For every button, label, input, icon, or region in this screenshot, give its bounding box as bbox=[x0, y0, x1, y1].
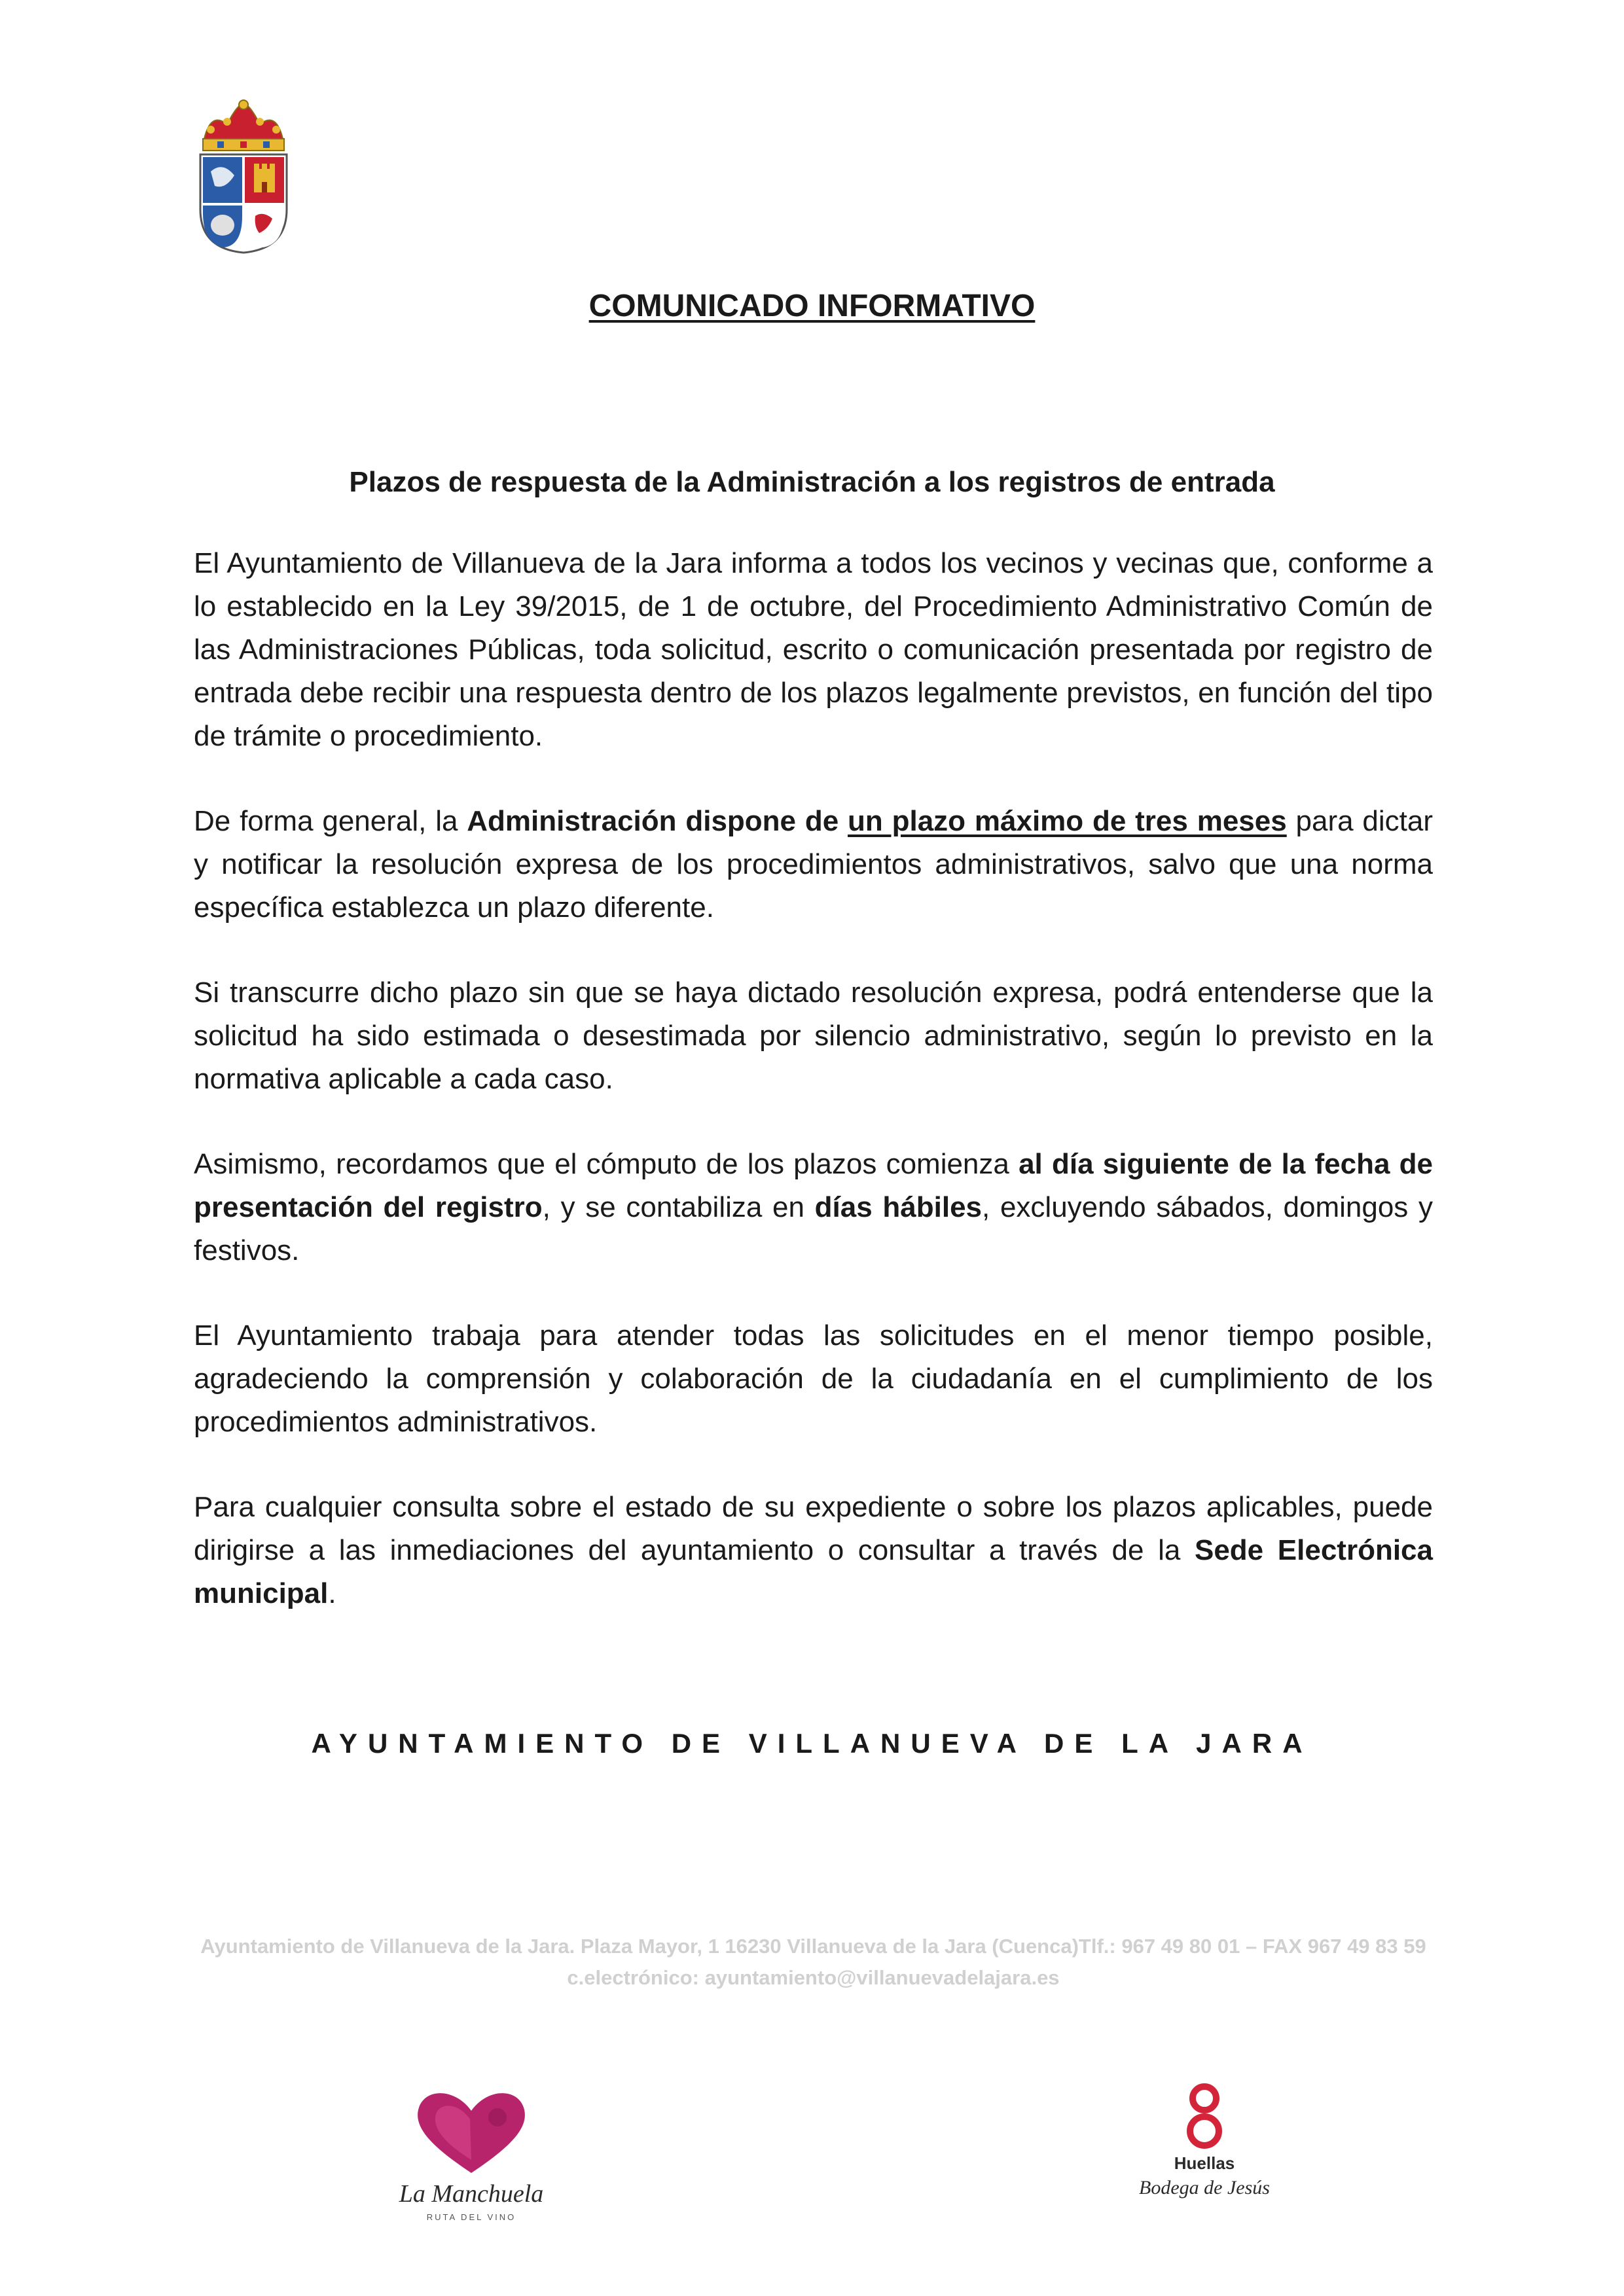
paragraph-6 bbox=[194, 1486, 1433, 1615]
paragraph-1: El Ayuntamiento de Villanueva de la Jara informa a todos los vecinos y vecinas que, conforme a lo establecido en la Ley 39/2015, de 1 de octubre, del Procedimiento Administrativo Común de las Administraciones Públicas, toda solicitud, escrito o comunicación presentada por registro de entrada debe recibir una respuesta dentro de los plazos legalmente previstos, en función del tipo de trámite o procedimiento. bbox=[194, 547, 1433, 752]
footer-contact: Ayuntamiento de Villanueva de la Jara. Plaza Mayor, 1 16230 Villanueva de la Jara (Cuenca)Tlf.: 967 49 80 01 – FAX 967 49 83 59 c.electrónico: ayuntamiento@villanuevadelajara.es bbox=[200, 1935, 1426, 1989]
document-title: COMUNICADO INFORMATIVO bbox=[588, 289, 1036, 323]
logo-tagline: Bodega de Jesús bbox=[1139, 2177, 1270, 2198]
logo-name: La Manchuela bbox=[399, 2180, 544, 2208]
huellas-logo bbox=[1139, 2081, 1270, 2225]
coat-of-arms-logo bbox=[191, 98, 296, 255]
bold-run: Administración dispone de bbox=[467, 805, 848, 837]
bold-run: al día siguiente de la fecha de presentación del registro bbox=[194, 1148, 1433, 1223]
paragraph-3: Si transcurre dicho plazo sin que se haya dictado resolución expresa, podrá entenderse que la solicitud ha sido estimada o desestimada por silencio administrativo, según lo previsto en la normativa aplicable a cada caso. bbox=[194, 977, 1433, 1095]
bold-run: días hábiles bbox=[814, 1191, 983, 1223]
shield-icon bbox=[200, 154, 287, 253]
document-body bbox=[194, 542, 1433, 1657]
la-manchuela-logo bbox=[393, 2081, 550, 2225]
text-run: Para cualquier consulta sobre el estado de su expediente o sobre los plazos aplicables, puede dirigirse a las inmediaciones del ayuntamiento o consultar a través de la bbox=[194, 1491, 1433, 1566]
heart-icon bbox=[393, 2081, 550, 2179]
bold-run: Sede Electrónica municipal bbox=[194, 1534, 1433, 1609]
bold-underlined-run: un plazo máximo de tres meses bbox=[848, 805, 1287, 837]
paragraph-5: El Ayuntamiento trabaja para atender todas las solicitudes en el menor tiempo posible, agradeciendo la comprensión y colaboración de la ciudadanía en el cumplimiento de los procedimientos administrativos. bbox=[194, 1319, 1433, 1438]
logo-name: Huellas bbox=[1174, 2153, 1235, 2173]
paragraph-4 bbox=[194, 1143, 1433, 1272]
text-run: , y se contabiliza en bbox=[542, 1191, 815, 1223]
text-run: , excluyendo sábados, domingos y festivos. bbox=[194, 1191, 1433, 1266]
logo-tagline: RUTA DEL VINO bbox=[426, 2212, 516, 2222]
text-run: para dictar y notificar la resolución expresa de los procedimientos administrativos, salvo que una norma específica establezca un plazo diferente. bbox=[194, 805, 1434, 924]
footprint-icon bbox=[1139, 2081, 1270, 2153]
document-subtitle: Plazos de respuesta de la Administración a los registros de entrada bbox=[349, 466, 1275, 498]
text-run: . bbox=[328, 1577, 336, 1609]
text-run: De forma general, la bbox=[194, 805, 467, 837]
paragraph-2 bbox=[194, 800, 1433, 929]
text-run: Asimismo, recordamos que el cómputo de los plazos comienza bbox=[194, 1148, 1019, 1180]
signature-line: AYUNTAMIENTO DE VILLANUEVA DE LA JARA bbox=[311, 1728, 1313, 1759]
crown-icon bbox=[203, 100, 284, 151]
